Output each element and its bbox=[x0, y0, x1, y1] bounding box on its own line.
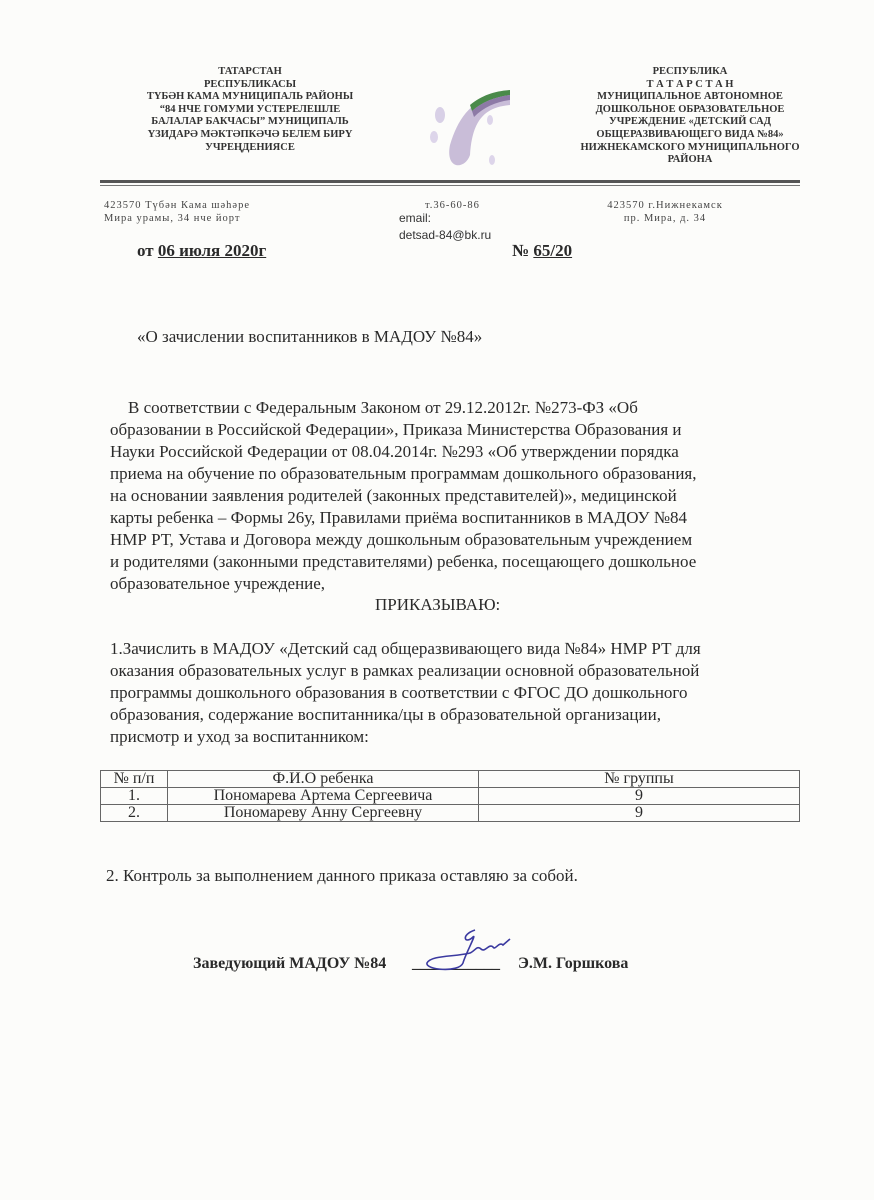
cell-number: 1. bbox=[101, 788, 168, 805]
header-divider-thin bbox=[100, 185, 800, 186]
preamble-line: Науки Российской Федерации от 08.04.2014г. №293 «Об утверждении порядка bbox=[110, 442, 679, 461]
address-right bbox=[590, 199, 740, 225]
header-line: ТҮБӘН КАМА МУНИЦИПАЛЬ РАЙОНЫ bbox=[146, 91, 354, 103]
header-cell: № п/п bbox=[101, 771, 168, 788]
date-value: 06 июля 2020г bbox=[157, 241, 267, 260]
number-value: 65/20 bbox=[533, 241, 573, 260]
preamble-line: НМР РТ, Устава и Договора между дошкольным образовательным учреждением bbox=[110, 530, 693, 549]
handwritten-signature bbox=[415, 925, 525, 975]
number-prefix: № bbox=[512, 241, 534, 260]
header-line: НИЖНЕКАМСКОГО МУНИЦИПАЛЬНОГО bbox=[580, 141, 800, 153]
cell-name: Пономарева Артема Сергеевича bbox=[168, 788, 479, 805]
header-line: БАЛАЛАР БАКЧАСЫ” МУНИЦИПАЛЬ bbox=[151, 116, 349, 128]
header-line: РАЙОНА bbox=[667, 154, 713, 166]
header-line: УЧРЕЖДЕНИЕ «ДЕТСКИЙ САД bbox=[609, 116, 771, 128]
header-line: УЧРЕҢДЕНИЯСЕ bbox=[205, 141, 295, 153]
cell-number: 2. bbox=[101, 805, 168, 822]
item1-line: 1.Зачислить в МАДОУ «Детский сад общеразвивающего вида №84» НМР РТ для bbox=[110, 639, 701, 658]
signature-position: Заведующий МАДОУ №84 bbox=[193, 955, 387, 972]
logo bbox=[420, 75, 515, 175]
preamble-line: приема на обучение по образовательным программам дошкольного образования, bbox=[110, 464, 697, 483]
header-divider bbox=[100, 180, 800, 183]
address-line: 423570 г.Нижнекамск bbox=[607, 200, 723, 211]
header-cell: Ф.И.О ребенка bbox=[168, 771, 479, 788]
item1-line: присмотр и уход за воспитанником: bbox=[110, 727, 369, 746]
address-left bbox=[104, 199, 250, 225]
preamble-line: образовании в Российской Федерации», Приказа Министерства Образования и bbox=[110, 420, 682, 439]
order-number bbox=[512, 241, 572, 261]
header-line: РЕСПУБЛИКА bbox=[652, 66, 728, 77]
preamble-line: и родителями (законными представителями) ребенка, посещающего дошкольное bbox=[110, 552, 697, 571]
header-line: ҮЗИДАРӘ МӘКТӘПКӘЧӘ БЕЛЕМ БИРҮ bbox=[147, 128, 353, 140]
table-header-row bbox=[101, 771, 800, 788]
signature-line: ___________ bbox=[412, 955, 500, 972]
table-row bbox=[101, 805, 800, 822]
header-line: МУНИЦИПАЛЬНОЕ АВТОНОМНОЕ bbox=[597, 91, 783, 103]
header-line: Т А Т А Р С Т А Н bbox=[646, 78, 734, 90]
preamble-line: на основании заявления родителей (законных представителей)», медицинской bbox=[110, 486, 677, 505]
preamble-line: В соответствии с Федеральным Законом от 29.12.2012г. №273-ФЗ «Об bbox=[128, 398, 638, 417]
address-line: пр. Мира, д. 34 bbox=[623, 213, 707, 224]
cell-name: Пономареву Анну Сергеевну bbox=[168, 805, 479, 822]
email-block bbox=[399, 210, 491, 244]
email-label: email: bbox=[399, 211, 432, 225]
order-title: «О зачислении воспитанников в МАДОУ №84» bbox=[137, 327, 483, 346]
table-row bbox=[101, 788, 800, 805]
address-line: Мира урамы, 34 нче йорт bbox=[104, 213, 241, 224]
date-prefix: от bbox=[137, 241, 158, 260]
header-left-tatar bbox=[120, 66, 380, 154]
phone: т.36-60-86 bbox=[425, 200, 480, 211]
item2: 2. Контроль за выполнением данного приказа оставляю за собой. bbox=[106, 866, 578, 885]
email-address: detsad-84@bk.ru bbox=[399, 228, 492, 242]
order-date bbox=[137, 241, 266, 261]
signature-name: Э.М. Горшкова bbox=[518, 955, 629, 972]
header-cell: № группы bbox=[479, 771, 800, 788]
header-line: “84 НЧЕ ГОМУМИ УСТЕРЕЛЕШЛЕ bbox=[159, 103, 341, 115]
order-word: ПРИКАЗЫВАЮ: bbox=[375, 595, 501, 614]
preamble-line: образовательное учреждение, bbox=[110, 574, 326, 593]
header-right-russian bbox=[550, 66, 830, 167]
preamble-line: карты ребенка – Формы 26у, Правилами приёма воспитанников в МАДОУ №84 bbox=[110, 508, 688, 527]
address-line: 423570 Түбән Кама шәһәре bbox=[104, 200, 250, 211]
item1-line: оказания образовательных услуг в рамках реализации основной образовательной bbox=[110, 661, 700, 680]
item1-line: образования, содержание воспитанника/цы в образовательной организации, bbox=[110, 705, 661, 724]
cell-group: 9 bbox=[479, 805, 800, 822]
header-line: ОБЩЕРАЗВИВАЮЩЕГО ВИДА №84» bbox=[596, 128, 784, 140]
children-table bbox=[100, 770, 800, 822]
item1-line: программы дошкольного образования в соответствии с ФГОС ДО дошкольного bbox=[110, 683, 688, 702]
header-line: РЕСПУБЛИКАСЫ bbox=[203, 78, 297, 90]
header-line: ТАТАРСТАН bbox=[218, 66, 282, 77]
header-line: ДОШКОЛЬНОЕ ОБРАЗОВАТЕЛЬНОЕ bbox=[595, 103, 785, 115]
cell-group: 9 bbox=[479, 788, 800, 805]
